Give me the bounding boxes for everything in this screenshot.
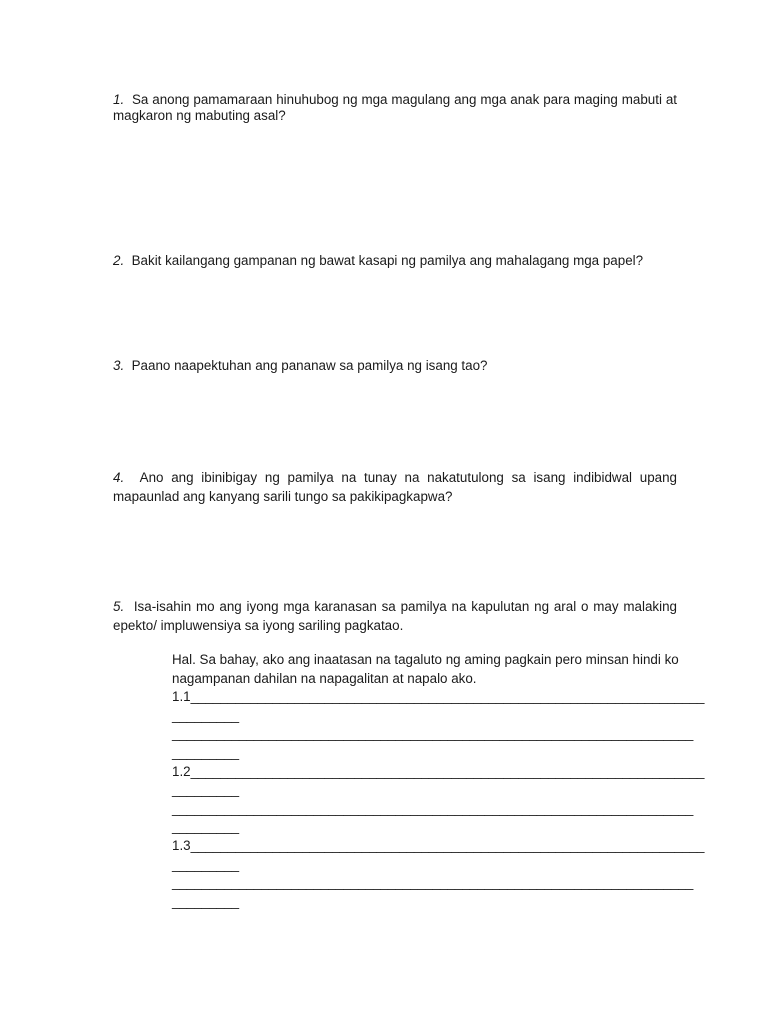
question-number: 5. — [113, 599, 125, 614]
answer-line[interactable]: _________ — [172, 744, 240, 760]
question-3 — [113, 358, 677, 374]
question-text: Paano naapektuhan ang pananaw sa pamilya ng isang tao? — [131, 358, 488, 373]
question-number: 3. — [113, 358, 125, 373]
question-text: Bakit kailangang gampanan ng bawat kasapi ng pamilya ang mahalagang mga papel? — [131, 253, 644, 268]
answer-line[interactable]: _________ — [172, 707, 240, 723]
answer-line[interactable]: ______________________________________________________________________ — [172, 875, 694, 891]
answer-line[interactable]: 1.3_____________________________________________________________________ — [172, 837, 705, 853]
question-number: 1. — [113, 92, 125, 107]
answer-line[interactable]: _________ — [172, 856, 240, 872]
question-number: 4. — [113, 470, 125, 485]
question-text: Isa-isahin mo ang iyong mga karanasan sa pamilya na kapulutan ng aral o may malaking epekto/ impluwensiya sa iyong sariling pagkatao. — [113, 599, 677, 633]
answer-line[interactable]: 1.1_____________________________________________________________________ — [172, 689, 705, 705]
answer-line[interactable]: _________ — [172, 819, 240, 835]
answer-line[interactable]: 1.2_____________________________________________________________________ — [172, 763, 705, 779]
question-2 — [113, 253, 677, 269]
question-5 — [113, 597, 677, 635]
question-number: 2. — [113, 253, 125, 268]
answer-section — [172, 651, 705, 911]
question-4 — [113, 468, 677, 506]
question-1 — [113, 92, 677, 124]
answer-line[interactable]: _________ — [172, 893, 240, 909]
example-text: Hal. Sa bahay, ako ang inaatasan na tagaluto ng aming pagkain pero minsan hindi ko nagampanan dahilan na napagalitan at napalo ako. — [172, 652, 679, 686]
question-text: Sa anong pamamaraan hinuhubog ng mga magulang ang mga anak para maging mabuti at magkaron ng mabuting asal? — [113, 92, 677, 123]
answer-line[interactable]: _________ — [172, 782, 240, 798]
question-text: Ano ang ibinibigay ng pamilya na tunay na nakatutulong sa isang indibidwal upang mapaunlad ang kanyang sarili tungo sa pakikipagkapwa? — [113, 470, 677, 504]
answer-line[interactable]: ______________________________________________________________________ — [172, 726, 694, 742]
answer-line[interactable]: ______________________________________________________________________ — [172, 800, 694, 816]
